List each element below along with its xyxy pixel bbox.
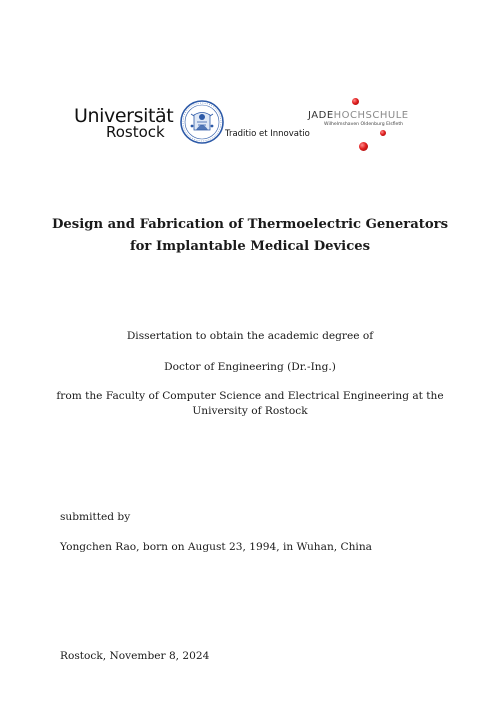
jade-name — [308, 111, 409, 121]
degree-name: Doctor of Engineering (Dr.-Ing.) — [164, 361, 336, 373]
university-name: Universität — [74, 105, 174, 127]
faculty-name: from the Faculty of Computer Science and Electrical Engineering at the — [56, 390, 444, 402]
title-line-2: for Implantable Medical Devices — [129, 239, 371, 254]
author-line: Yongchen Rao, born on August 23, 1994, in Wuhan, China — [60, 541, 372, 553]
red-dot-icon — [352, 98, 359, 105]
university-city: Rostock — [106, 123, 165, 141]
submitted-by-label: submitted by — [60, 511, 131, 523]
university-line: University of Rostock — [192, 405, 308, 417]
university-motto: Traditio et Innovatio — [225, 129, 310, 139]
university-rostock-logo — [74, 100, 310, 156]
dissertation-title — [0, 214, 500, 258]
jade-name-part2: HOCHSCHULE — [333, 110, 409, 121]
university-seal-icon — [180, 100, 224, 144]
jade-hochschule-logo — [308, 96, 428, 156]
place-date: Rostock, November 8, 2024 — [60, 650, 210, 662]
title-line-1: Design and Fabrication of Thermoelectric Generators — [51, 217, 449, 232]
jade-name-part1: JADE — [308, 110, 334, 121]
jade-subtitle: Wilhelmshaven Oldenburg Elsfleth — [324, 122, 404, 127]
red-dot-icon — [359, 142, 368, 151]
faculty-line — [0, 389, 500, 419]
degree-intro: Dissertation to obtain the academic degree of — [126, 330, 374, 342]
red-dot-icon — [380, 130, 386, 136]
